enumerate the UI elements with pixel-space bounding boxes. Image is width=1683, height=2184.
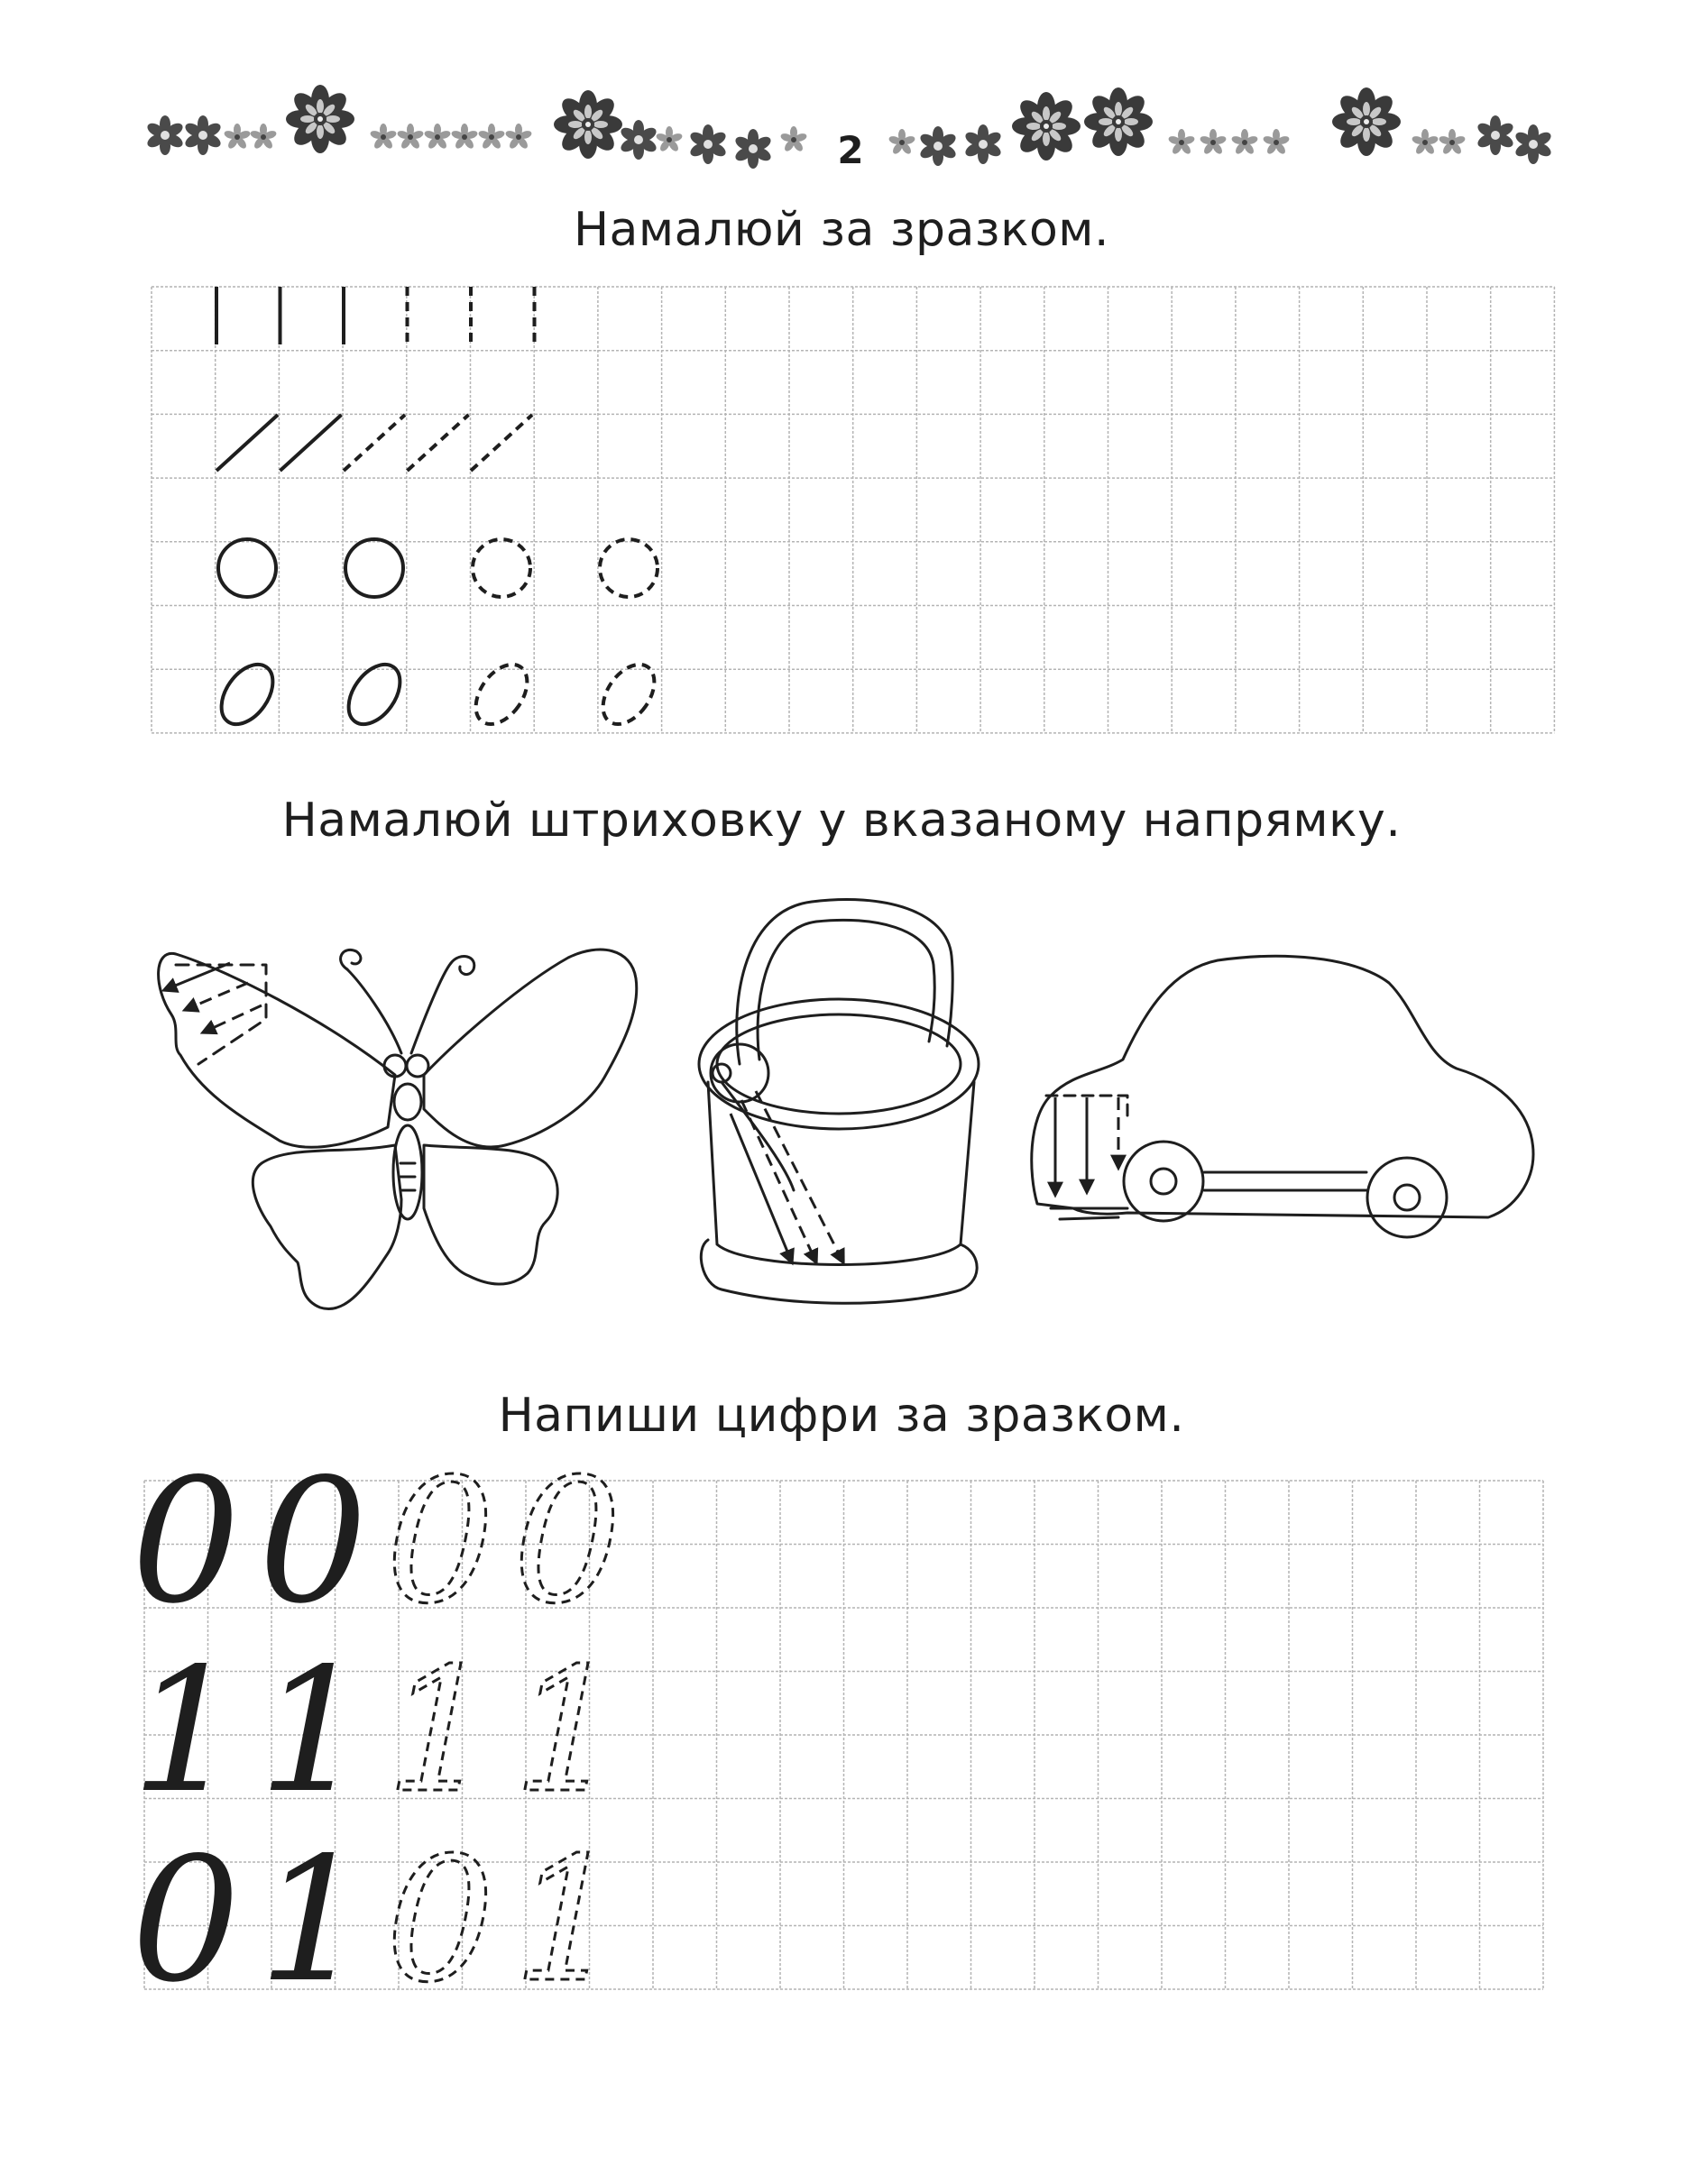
sample-digit: 1	[258, 1631, 368, 1831]
flower-icon	[286, 85, 354, 153]
flower-icon	[963, 124, 1003, 164]
sample-digit: 0	[131, 1442, 241, 1641]
dashed-circle	[600, 539, 658, 597]
hatching-arrow	[185, 983, 248, 1010]
butterfly-right-eye	[407, 1055, 428, 1077]
sample-digit: 1	[512, 1631, 622, 1831]
flower-icon	[223, 124, 251, 150]
bucket-handle-outer	[737, 900, 952, 1065]
flower-icon	[554, 90, 622, 159]
hatching-arrow	[741, 1100, 816, 1262]
flower-icon	[396, 124, 424, 150]
flower-icon	[887, 129, 915, 155]
flower-icon	[1411, 129, 1439, 155]
section-title-draw-by-sample: Намалюй за зразком.	[573, 203, 1110, 257]
flower-icon	[918, 126, 958, 166]
flower-icon	[450, 124, 478, 150]
sample-digit: 1	[131, 1631, 241, 1831]
solid-oval	[338, 655, 410, 733]
sample-digit: 0	[258, 1442, 368, 1641]
flower-icon	[1476, 115, 1515, 155]
flower-icon	[1230, 129, 1258, 155]
butterfly-right-antenna	[411, 963, 451, 1053]
flower-icon	[369, 124, 397, 150]
bucket-body	[708, 1082, 974, 1265]
butterfly-left-antenna	[347, 969, 401, 1053]
dashed-oval	[593, 655, 665, 733]
solid-circle	[345, 539, 403, 597]
sample-digit: 0	[385, 1442, 495, 1641]
hatching-arrow	[164, 963, 230, 990]
car-body	[1032, 956, 1533, 1217]
flower-icon	[688, 124, 728, 164]
butterfly-upper-right-wing	[424, 950, 637, 1147]
flower-icon	[733, 129, 773, 169]
solid-circle	[218, 539, 276, 597]
dashed-oval	[465, 655, 538, 733]
flower-icon	[145, 115, 185, 155]
solid-oval	[211, 655, 283, 733]
flower-icon	[477, 124, 505, 150]
flower-icon	[1084, 87, 1153, 156]
solid-diagonal-line	[216, 415, 278, 471]
flower-icon	[1438, 129, 1466, 155]
flower-icon	[183, 115, 223, 155]
grid-sample-digits	[132, 1442, 622, 2020]
flower-icon	[1332, 87, 1401, 156]
flower-icon	[249, 124, 277, 150]
dashed-diagonal-line	[471, 415, 532, 471]
sample-digit: 0	[385, 1821, 495, 2020]
flower-icon	[1167, 129, 1195, 155]
section-title-digits: Напиши цифри за зразком.	[498, 1389, 1185, 1443]
flower-icon	[1199, 129, 1227, 155]
dashed-diagonal-line	[344, 415, 405, 471]
page-number: 2	[837, 128, 864, 172]
flower-icon	[1262, 129, 1290, 155]
sample-digit: 0	[512, 1442, 622, 1641]
flower-icon	[1012, 92, 1081, 161]
dashed-diagonal-line	[408, 415, 469, 471]
flower-icon	[423, 124, 451, 150]
dashed-circle	[473, 539, 530, 597]
hatching-arrows	[164, 963, 1118, 1262]
flower-icon	[655, 126, 683, 152]
sample-digit: 1	[385, 1631, 495, 1831]
bucket-base	[701, 1240, 977, 1303]
car-picture	[1032, 956, 1533, 1237]
solid-diagonal-line	[280, 415, 342, 471]
sample-digit: 1	[258, 1821, 368, 2020]
flower-icon	[504, 124, 532, 150]
butterfly-thorax	[394, 1084, 421, 1120]
grid-drawing-practice	[152, 287, 1554, 733]
hatching-arrow	[756, 1091, 843, 1262]
sample-digit: 0	[131, 1821, 241, 2020]
butterfly-lower-right-wing	[424, 1145, 557, 1284]
flower-icon	[619, 120, 658, 160]
section-title-hatching: Намалюй штриховку у вказаному напрямку.	[281, 794, 1402, 848]
car-rear-wheel	[1367, 1158, 1447, 1237]
flower-icon	[779, 126, 807, 152]
butterfly-lower-left-wing	[253, 1145, 401, 1309]
car-front-wheel	[1124, 1142, 1203, 1221]
flower-icon	[1513, 124, 1553, 164]
butterfly-picture	[159, 950, 637, 1309]
sample-digit: 1	[512, 1821, 622, 2020]
